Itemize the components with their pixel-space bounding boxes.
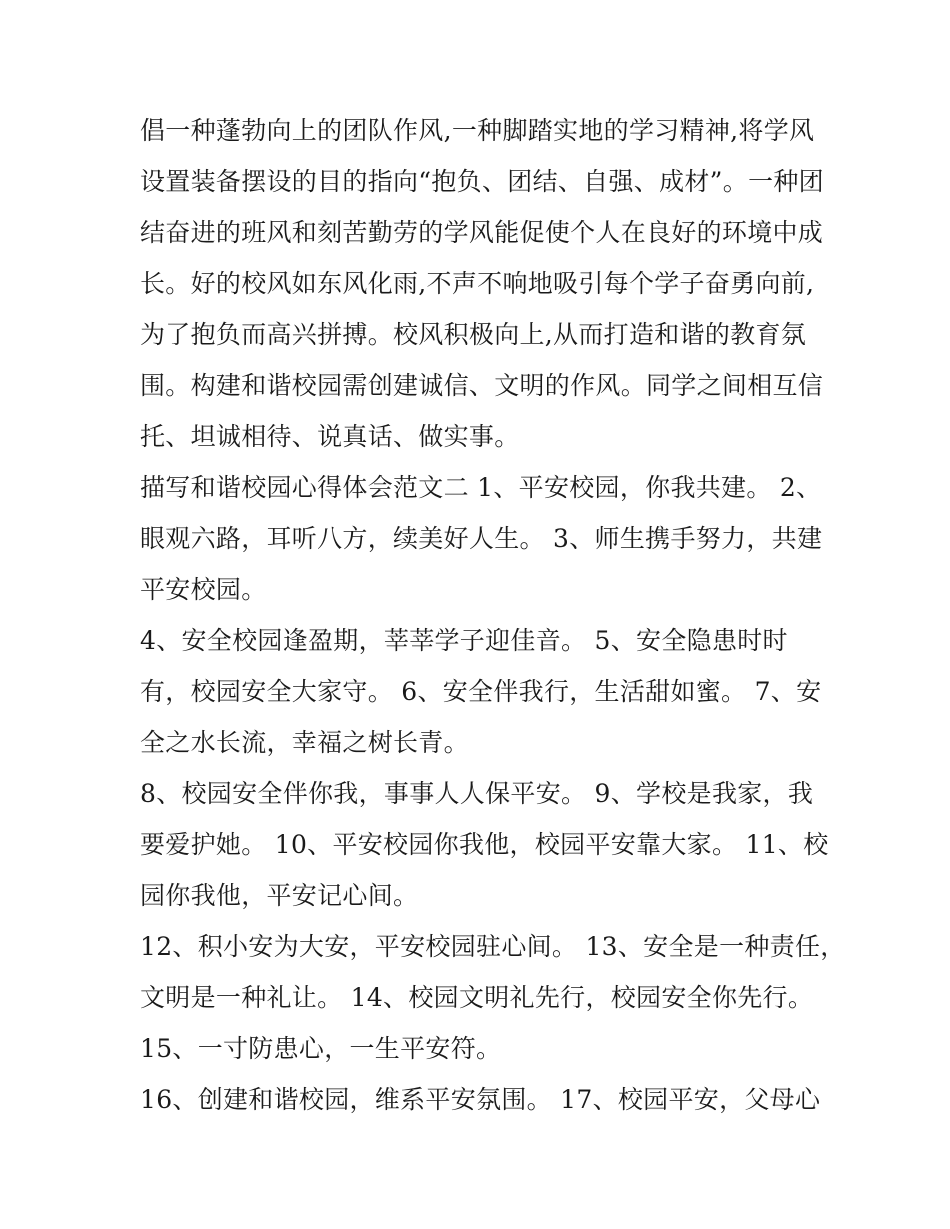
- document-body: [140, 105, 846, 1125]
- paragraph-sample-two: [140, 462, 823, 615]
- text-line: 长。好的校风如东风化雨,不声不响地吸引每个学子奋勇向前,: [140, 269, 815, 298]
- text-line: 倡一种蓬勃向上的团队作风,一种脚踏实地的学习精神,将学风: [140, 116, 815, 145]
- text-line: 平安校园。: [140, 575, 267, 604]
- text-line: 要爱护她。 10、平安校园你我他，校园平安靠大家。 11、校: [140, 830, 829, 859]
- text-line: 15、一寸防患心，一生平安符。: [140, 1034, 502, 1063]
- text-line: 结奋进的班风和刻苦勤劳的学风能促使个人在良好的环境中成: [140, 218, 824, 247]
- text-line: 围。构建和谐校园需创建诚信、文明的作风。同学之间相互信: [140, 371, 824, 400]
- text-line: 12、积小安为大安，平安校园驻心间。 13、安全是一种责任，: [140, 932, 846, 961]
- paragraph-school-spirit: [140, 105, 824, 462]
- text-line: 8、校园安全伴你我，事事人人保平安。 9、学校是我家，我: [140, 779, 814, 808]
- text-line: 为了抱负而高兴拼搏。校风积极向上,从而打造和谐的教育氛: [140, 320, 807, 349]
- paragraph-slogans-4-7: [140, 615, 820, 768]
- text-line: 设置装备摆设的目的指向“抱负、团结、自强、成材”。一种团: [140, 167, 824, 196]
- paragraph-slogans-12-15: [140, 921, 846, 1074]
- paragraph-slogans-16-17: [140, 1074, 820, 1125]
- paragraph-slogans-8-11: [140, 768, 829, 921]
- text-line: 有，校园安全大家守。 6、安全伴我行，生活甜如蜜。 7、安: [140, 677, 822, 706]
- text-line: 文明是一种礼让。 14、校园文明礼先行，校园安全你先行。: [140, 983, 814, 1012]
- text-line: 全之水长流，幸福之树长青。: [140, 728, 469, 757]
- text-line: 4、安全校园逢盈期，莘莘学子迎佳音。 5、安全隐患时时: [140, 626, 788, 655]
- text-line: 16、创建和谐校园，维系平安氛围。 17、校园平安，父母心: [140, 1085, 821, 1114]
- text-line: 园你我他，平安记心间。: [140, 881, 419, 910]
- text-line: 眼观六路，耳听八方，续美好人生。 3、师生携手努力，共建: [140, 524, 823, 553]
- text-line: 描写和谐校园心得体会范文二 1、平安校园，你我共建。 2、: [140, 473, 822, 502]
- text-line: 托、坦诚相待、说真话、做实事。: [140, 422, 520, 451]
